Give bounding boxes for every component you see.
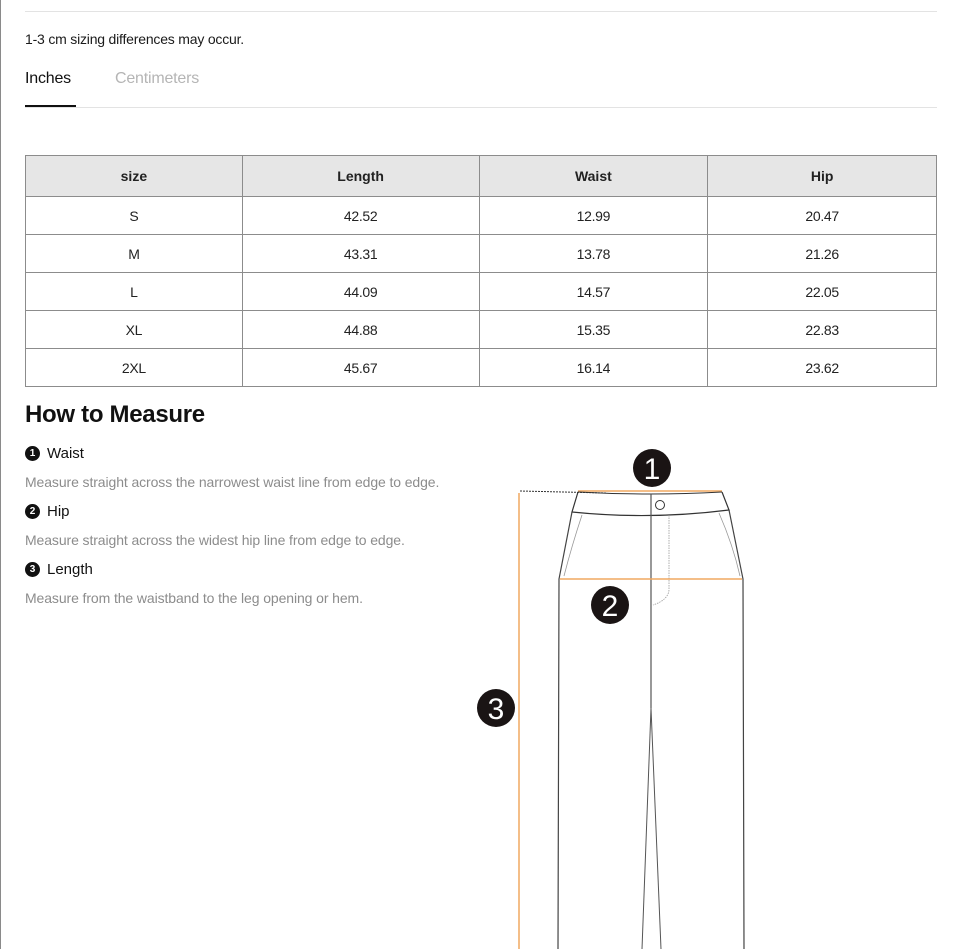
tab-centimeters[interactable]: Centimeters xyxy=(115,70,200,87)
cell-waist: 16.14 xyxy=(479,349,708,387)
header-hip: Hip xyxy=(708,156,937,197)
sizing-note: 1-3 cm sizing differences may occur. xyxy=(25,31,244,47)
cell-hip: 21.26 xyxy=(708,235,937,273)
step-desc-length: Measure from the waistband to the leg opening or hem. xyxy=(25,590,363,606)
cell-hip: 22.83 xyxy=(708,311,937,349)
header-length: Length xyxy=(242,156,479,197)
header-size: size xyxy=(26,156,243,197)
button-icon xyxy=(656,501,665,510)
svg-text:3: 3 xyxy=(487,693,505,726)
cell-length: 43.31 xyxy=(242,235,479,273)
step-desc-waist: Measure straight across the narrowest waist line from edge to edge. xyxy=(25,474,440,490)
cell-waist: 13.78 xyxy=(479,235,708,273)
cell-size: 2XL xyxy=(26,349,243,387)
left-inseam xyxy=(642,708,651,949)
cell-waist: 12.99 xyxy=(479,197,708,235)
step-desc-hip: Measure straight across the widest hip line from edge to edge. xyxy=(25,532,405,548)
cell-length: 45.67 xyxy=(242,349,479,387)
fly-stitch xyxy=(653,515,669,605)
svg-text:2: 2 xyxy=(601,590,619,623)
header-waist: Waist xyxy=(479,156,708,197)
marker-3-icon xyxy=(477,689,515,727)
number-2-icon: 2 xyxy=(25,504,40,519)
left-outseam xyxy=(558,512,572,949)
marker-2-icon xyxy=(591,586,629,624)
cell-hip: 23.62 xyxy=(708,349,937,387)
cell-size: M xyxy=(26,235,243,273)
how-to-measure-title: How to Measure xyxy=(25,401,205,428)
cell-size: XL xyxy=(26,311,243,349)
cell-size: S xyxy=(26,197,243,235)
step-label: Length xyxy=(47,561,93,578)
right-pocket xyxy=(719,513,740,576)
number-1-icon: 1 xyxy=(25,446,40,461)
marker-1-icon xyxy=(633,449,671,487)
step-label: Hip xyxy=(47,503,70,520)
left-pocket xyxy=(564,515,582,576)
right-outseam xyxy=(729,510,744,949)
cell-hip: 22.05 xyxy=(708,273,937,311)
cell-length: 44.88 xyxy=(242,311,479,349)
cell-waist: 15.35 xyxy=(479,311,708,349)
step-label: Waist xyxy=(47,445,84,462)
cell-size: L xyxy=(26,273,243,311)
cell-length: 42.52 xyxy=(242,197,479,235)
cell-waist: 14.57 xyxy=(479,273,708,311)
cell-length: 44.09 xyxy=(242,273,479,311)
number-3-icon: 3 xyxy=(25,562,40,577)
waistband-top xyxy=(578,492,722,494)
right-inseam xyxy=(651,708,661,949)
tab-inches[interactable]: Inches xyxy=(25,70,71,87)
cell-hip: 20.47 xyxy=(708,197,937,235)
svg-text:1: 1 xyxy=(643,453,661,486)
